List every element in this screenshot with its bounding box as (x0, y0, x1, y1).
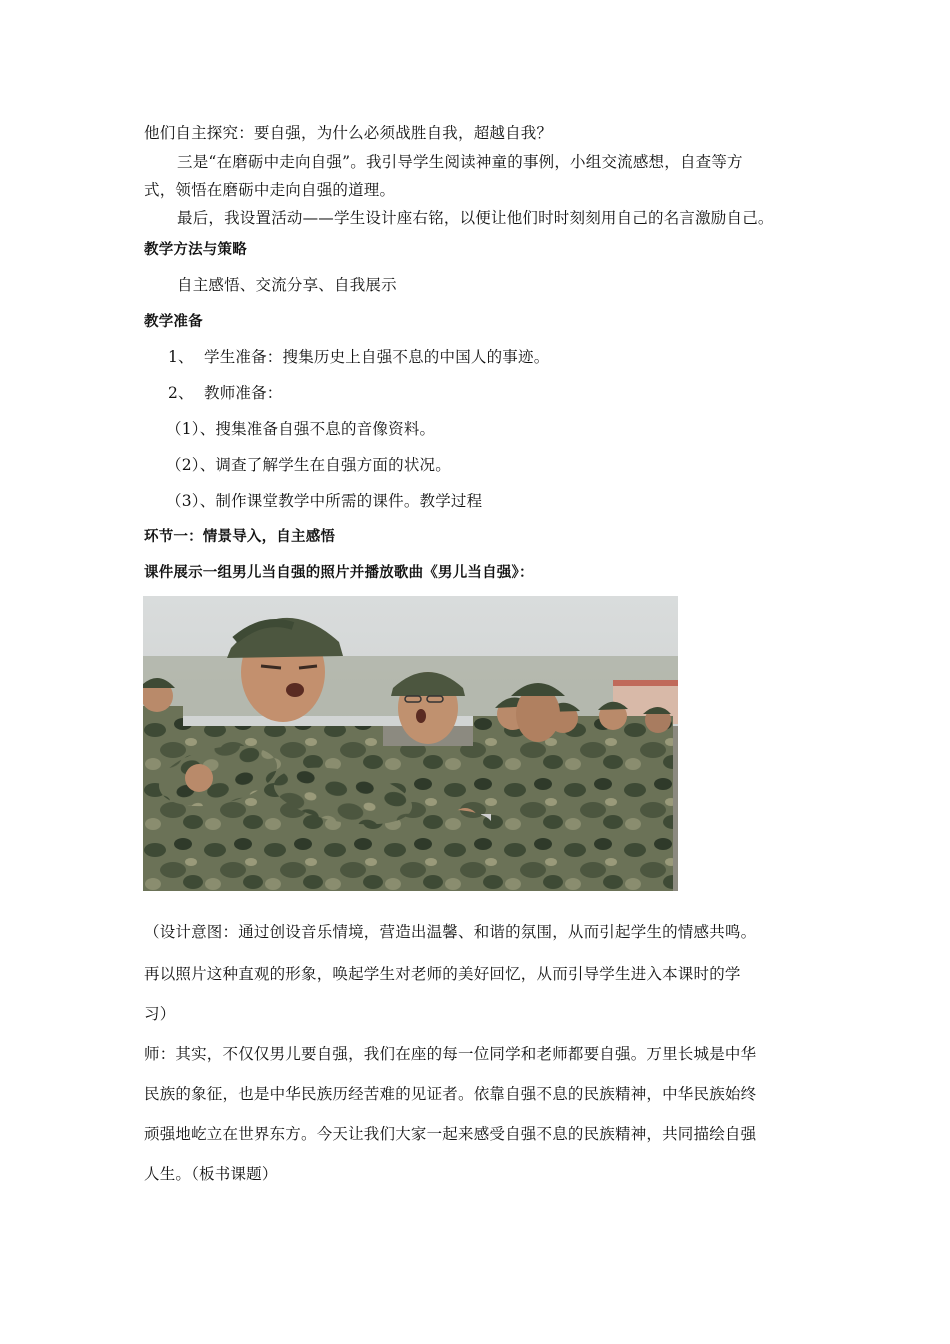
list-item (168, 347, 838, 367)
section-heading-step1: 环节一：情景导入，自主感悟 (144, 529, 336, 545)
teacher-line: 师：其实，不仅仅男儿要自强，我们在座的每一位同学和老师都要自强。万里长城是中华 (144, 1045, 757, 1063)
section-subheading-step1: 课件展示一组男儿当自强的照片并播放歌曲《男儿当自强》： (144, 565, 534, 581)
method-text: 自主感悟、交流分享、自我展示 (177, 276, 397, 294)
design-intent-line: （设计意图：通过创设音乐情境，营造出温馨、和谐的氛围，从而引起学生的情感共鸣。 (144, 923, 757, 941)
list-item (168, 383, 838, 403)
section-heading-method: 教学方法与策略 (144, 242, 247, 258)
paragraph-line: 他们自主探究：要自强，为什么必须战胜自我，超越自我？ (144, 124, 553, 142)
paragraph-line: 式，领悟在磨砺中走向自强的道理。 (144, 181, 396, 199)
paragraph-line: 三是“在磨砺中走向自强”。我引导学生阅读神童的事例，小组交流感想，自查等方 (177, 153, 743, 171)
sub-list-item: （1）、搜集准备自强不息的音像资料。 (166, 420, 436, 438)
sub-list-item: （2）、调查了解学生在自强方面的状况。 (166, 456, 451, 474)
teacher-line: 人生。（板书课题） (144, 1165, 278, 1183)
list-number: 1、 (168, 348, 194, 366)
list-text: 学生准备：搜集历史上自强不息的中国人的事迹。 (204, 348, 550, 366)
marching-students-photo (143, 596, 678, 891)
teacher-line: 顽强地屹立在世界东方。今天让我们大家一起来感受自强不息的民族精神，共同描绘自强 (144, 1125, 757, 1143)
list-number: 2、 (168, 384, 194, 402)
design-intent-line: 再以照片这种直观的形象，唤起学生对老师的美好回忆，从而引导学生进入本课时的学 (144, 965, 741, 983)
list-text: 教师准备： (204, 384, 283, 402)
teacher-line: 民族的象征，也是中华民族历经苦难的见证者。依靠自强不息的民族精神，中华民族始终 (144, 1085, 757, 1103)
paragraph-line: 最后，我设置活动——学生设计座右铭，以便让他们时时刻刻用自己的名言激励自己。 (177, 209, 774, 227)
section-heading-preparation: 教学准备 (144, 314, 203, 330)
design-intent-line: 习） (144, 1005, 176, 1023)
sub-list-item: （3）、制作课堂教学中所需的课件。教学过程 (166, 492, 483, 510)
